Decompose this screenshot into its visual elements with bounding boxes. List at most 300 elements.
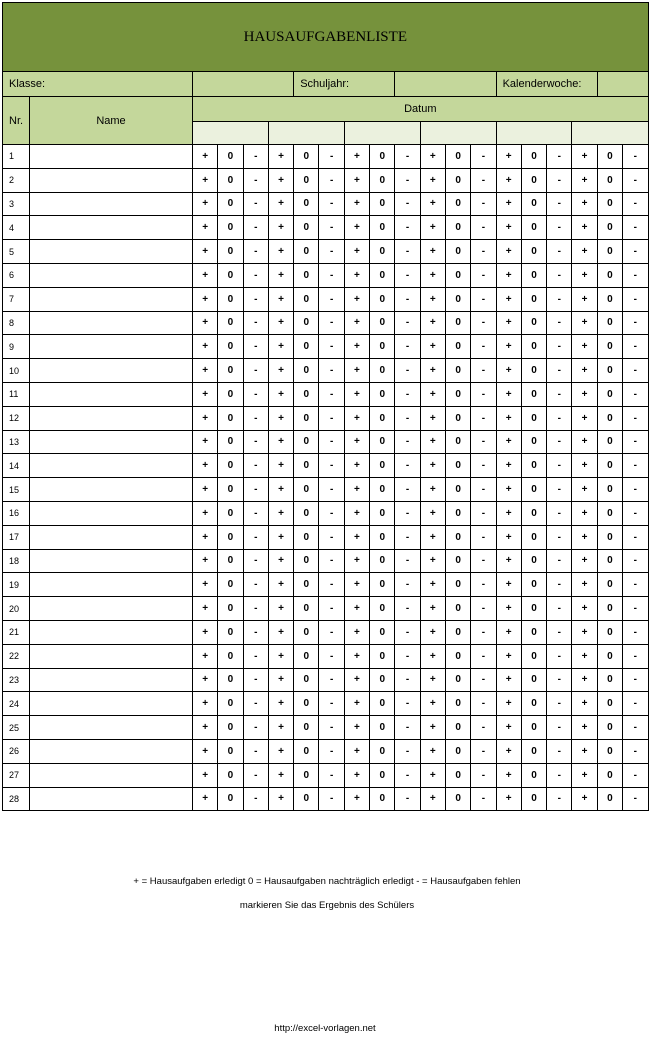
mark-cell[interactable]: - xyxy=(623,216,649,240)
mark-cell[interactable]: 0 xyxy=(370,525,395,549)
mark-cell[interactable]: + xyxy=(572,620,597,644)
mark-cell[interactable]: + xyxy=(572,692,597,716)
klasse-field[interactable] xyxy=(193,72,294,97)
student-name-field[interactable] xyxy=(30,525,193,549)
mark-cell[interactable]: 0 xyxy=(218,359,243,383)
mark-cell[interactable]: - xyxy=(623,478,649,502)
mark-cell[interactable]: - xyxy=(243,668,268,692)
mark-cell[interactable]: + xyxy=(572,549,597,573)
mark-cell[interactable]: + xyxy=(496,739,521,763)
mark-cell[interactable]: 0 xyxy=(370,549,395,573)
mark-cell[interactable]: 0 xyxy=(370,216,395,240)
mark-cell[interactable]: - xyxy=(243,382,268,406)
mark-cell[interactable]: 0 xyxy=(370,311,395,335)
mark-cell[interactable]: + xyxy=(496,787,521,811)
student-name-field[interactable] xyxy=(30,787,193,811)
mark-cell[interactable]: 0 xyxy=(218,549,243,573)
student-name-field[interactable] xyxy=(30,145,193,169)
mark-cell[interactable]: + xyxy=(496,644,521,668)
mark-cell[interactable]: - xyxy=(243,525,268,549)
mark-cell[interactable]: 0 xyxy=(445,739,470,763)
mark-cell[interactable]: 0 xyxy=(218,192,243,216)
mark-cell[interactable]: 0 xyxy=(597,192,622,216)
mark-cell[interactable]: + xyxy=(420,525,445,549)
mark-cell[interactable]: 0 xyxy=(445,145,470,169)
mark-cell[interactable]: + xyxy=(344,692,369,716)
mark-cell[interactable]: - xyxy=(623,287,649,311)
student-name-field[interactable] xyxy=(30,739,193,763)
mark-cell[interactable]: + xyxy=(268,145,293,169)
mark-cell[interactable]: 0 xyxy=(294,763,319,787)
mark-cell[interactable]: 0 xyxy=(597,597,622,621)
mark-cell[interactable]: - xyxy=(395,597,420,621)
mark-cell[interactable]: + xyxy=(420,763,445,787)
student-name-field[interactable] xyxy=(30,501,193,525)
mark-cell[interactable]: + xyxy=(268,359,293,383)
mark-cell[interactable]: - xyxy=(243,335,268,359)
mark-cell[interactable]: - xyxy=(319,716,344,740)
mark-cell[interactable]: - xyxy=(319,406,344,430)
mark-cell[interactable]: 0 xyxy=(521,597,546,621)
mark-cell[interactable]: + xyxy=(420,335,445,359)
mark-cell[interactable]: - xyxy=(395,549,420,573)
mark-cell[interactable]: + xyxy=(420,549,445,573)
mark-cell[interactable]: 0 xyxy=(218,573,243,597)
mark-cell[interactable]: + xyxy=(268,216,293,240)
mark-cell[interactable]: 0 xyxy=(218,145,243,169)
mark-cell[interactable]: 0 xyxy=(218,525,243,549)
mark-cell[interactable]: 0 xyxy=(370,573,395,597)
mark-cell[interactable]: 0 xyxy=(597,739,622,763)
mark-cell[interactable]: - xyxy=(547,287,572,311)
mark-cell[interactable]: - xyxy=(623,382,649,406)
mark-cell[interactable]: - xyxy=(623,240,649,264)
mark-cell[interactable]: + xyxy=(268,454,293,478)
mark-cell[interactable]: + xyxy=(496,525,521,549)
mark-cell[interactable]: + xyxy=(496,620,521,644)
mark-cell[interactable]: - xyxy=(471,501,496,525)
mark-cell[interactable]: 0 xyxy=(597,430,622,454)
mark-cell[interactable]: + xyxy=(420,478,445,502)
mark-cell[interactable]: + xyxy=(496,668,521,692)
mark-cell[interactable]: 0 xyxy=(597,478,622,502)
mark-cell[interactable]: + xyxy=(420,668,445,692)
mark-cell[interactable]: 0 xyxy=(370,359,395,383)
mark-cell[interactable]: 0 xyxy=(218,597,243,621)
mark-cell[interactable]: 0 xyxy=(294,787,319,811)
date-field-4[interactable] xyxy=(420,122,496,145)
mark-cell[interactable]: 0 xyxy=(521,620,546,644)
mark-cell[interactable]: - xyxy=(547,216,572,240)
mark-cell[interactable]: 0 xyxy=(370,478,395,502)
mark-cell[interactable]: - xyxy=(471,716,496,740)
mark-cell[interactable]: - xyxy=(243,311,268,335)
mark-cell[interactable]: - xyxy=(395,739,420,763)
mark-cell[interactable]: + xyxy=(344,478,369,502)
mark-cell[interactable]: - xyxy=(471,573,496,597)
mark-cell[interactable]: 0 xyxy=(521,192,546,216)
mark-cell[interactable]: 0 xyxy=(294,168,319,192)
mark-cell[interactable]: 0 xyxy=(218,668,243,692)
mark-cell[interactable]: + xyxy=(193,192,218,216)
mark-cell[interactable]: + xyxy=(496,763,521,787)
mark-cell[interactable]: - xyxy=(243,692,268,716)
mark-cell[interactable]: 0 xyxy=(218,287,243,311)
mark-cell[interactable]: - xyxy=(395,192,420,216)
mark-cell[interactable]: + xyxy=(268,263,293,287)
mark-cell[interactable]: - xyxy=(395,525,420,549)
mark-cell[interactable]: 0 xyxy=(445,168,470,192)
student-name-field[interactable] xyxy=(30,549,193,573)
mark-cell[interactable]: + xyxy=(572,311,597,335)
student-name-field[interactable] xyxy=(30,311,193,335)
mark-cell[interactable]: - xyxy=(243,620,268,644)
mark-cell[interactable]: + xyxy=(344,240,369,264)
mark-cell[interactable]: - xyxy=(395,716,420,740)
mark-cell[interactable]: + xyxy=(420,739,445,763)
mark-cell[interactable]: + xyxy=(193,216,218,240)
mark-cell[interactable]: 0 xyxy=(294,739,319,763)
student-name-field[interactable] xyxy=(30,192,193,216)
mark-cell[interactable]: 0 xyxy=(521,430,546,454)
mark-cell[interactable]: - xyxy=(471,287,496,311)
mark-cell[interactable]: + xyxy=(344,787,369,811)
mark-cell[interactable]: + xyxy=(572,287,597,311)
mark-cell[interactable]: + xyxy=(268,739,293,763)
mark-cell[interactable]: - xyxy=(243,739,268,763)
mark-cell[interactable]: 0 xyxy=(370,263,395,287)
mark-cell[interactable]: + xyxy=(344,739,369,763)
mark-cell[interactable]: + xyxy=(344,644,369,668)
mark-cell[interactable]: 0 xyxy=(445,668,470,692)
mark-cell[interactable]: + xyxy=(572,668,597,692)
mark-cell[interactable]: + xyxy=(193,478,218,502)
mark-cell[interactable]: - xyxy=(623,597,649,621)
mark-cell[interactable]: 0 xyxy=(294,668,319,692)
mark-cell[interactable]: + xyxy=(193,406,218,430)
mark-cell[interactable]: + xyxy=(420,311,445,335)
mark-cell[interactable]: 0 xyxy=(294,192,319,216)
mark-cell[interactable]: - xyxy=(547,240,572,264)
mark-cell[interactable]: 0 xyxy=(294,692,319,716)
mark-cell[interactable]: 0 xyxy=(597,549,622,573)
mark-cell[interactable]: + xyxy=(268,311,293,335)
mark-cell[interactable]: - xyxy=(471,454,496,478)
mark-cell[interactable]: + xyxy=(193,716,218,740)
date-field-6[interactable] xyxy=(572,122,648,145)
mark-cell[interactable]: + xyxy=(496,501,521,525)
mark-cell[interactable]: + xyxy=(193,359,218,383)
mark-cell[interactable]: + xyxy=(268,620,293,644)
mark-cell[interactable]: + xyxy=(193,549,218,573)
mark-cell[interactable]: 0 xyxy=(521,240,546,264)
mark-cell[interactable]: - xyxy=(395,406,420,430)
mark-cell[interactable]: + xyxy=(193,573,218,597)
mark-cell[interactable]: - xyxy=(319,430,344,454)
mark-cell[interactable]: - xyxy=(547,168,572,192)
mark-cell[interactable]: 0 xyxy=(218,454,243,478)
mark-cell[interactable]: + xyxy=(496,597,521,621)
mark-cell[interactable]: - xyxy=(623,335,649,359)
mark-cell[interactable]: + xyxy=(344,216,369,240)
mark-cell[interactable]: + xyxy=(193,263,218,287)
mark-cell[interactable]: 0 xyxy=(218,787,243,811)
mark-cell[interactable]: - xyxy=(471,787,496,811)
mark-cell[interactable]: + xyxy=(572,739,597,763)
mark-cell[interactable]: 0 xyxy=(370,692,395,716)
mark-cell[interactable]: - xyxy=(319,620,344,644)
mark-cell[interactable]: - xyxy=(395,620,420,644)
mark-cell[interactable]: - xyxy=(547,692,572,716)
mark-cell[interactable]: 0 xyxy=(218,644,243,668)
mark-cell[interactable]: - xyxy=(623,501,649,525)
mark-cell[interactable]: 0 xyxy=(597,454,622,478)
mark-cell[interactable]: - xyxy=(623,692,649,716)
mark-cell[interactable]: - xyxy=(547,597,572,621)
mark-cell[interactable]: + xyxy=(496,692,521,716)
mark-cell[interactable]: 0 xyxy=(218,763,243,787)
mark-cell[interactable]: - xyxy=(243,478,268,502)
mark-cell[interactable]: 0 xyxy=(294,359,319,383)
mark-cell[interactable]: 0 xyxy=(521,454,546,478)
mark-cell[interactable]: 0 xyxy=(597,668,622,692)
student-name-field[interactable] xyxy=(30,430,193,454)
mark-cell[interactable]: - xyxy=(547,668,572,692)
mark-cell[interactable]: - xyxy=(319,359,344,383)
mark-cell[interactable]: - xyxy=(243,192,268,216)
mark-cell[interactable]: - xyxy=(319,382,344,406)
mark-cell[interactable]: - xyxy=(547,192,572,216)
mark-cell[interactable]: - xyxy=(395,145,420,169)
mark-cell[interactable]: - xyxy=(395,216,420,240)
mark-cell[interactable]: 0 xyxy=(597,573,622,597)
mark-cell[interactable]: 0 xyxy=(521,263,546,287)
mark-cell[interactable]: + xyxy=(496,359,521,383)
student-name-field[interactable] xyxy=(30,668,193,692)
mark-cell[interactable]: - xyxy=(243,168,268,192)
mark-cell[interactable]: 0 xyxy=(218,620,243,644)
student-name-field[interactable] xyxy=(30,335,193,359)
student-name-field[interactable] xyxy=(30,382,193,406)
mark-cell[interactable]: + xyxy=(344,311,369,335)
mark-cell[interactable]: 0 xyxy=(294,382,319,406)
mark-cell[interactable]: + xyxy=(572,240,597,264)
mark-cell[interactable]: + xyxy=(572,168,597,192)
mark-cell[interactable]: + xyxy=(420,216,445,240)
mark-cell[interactable]: 0 xyxy=(445,430,470,454)
mark-cell[interactable]: 0 xyxy=(597,311,622,335)
mark-cell[interactable]: + xyxy=(268,168,293,192)
mark-cell[interactable]: - xyxy=(319,192,344,216)
mark-cell[interactable]: - xyxy=(547,454,572,478)
mark-cell[interactable]: - xyxy=(547,311,572,335)
mark-cell[interactable]: - xyxy=(547,359,572,383)
mark-cell[interactable]: - xyxy=(471,478,496,502)
mark-cell[interactable]: + xyxy=(344,716,369,740)
mark-cell[interactable]: + xyxy=(344,763,369,787)
mark-cell[interactable]: - xyxy=(395,692,420,716)
mark-cell[interactable]: + xyxy=(496,263,521,287)
mark-cell[interactable]: + xyxy=(268,644,293,668)
mark-cell[interactable]: - xyxy=(623,549,649,573)
mark-cell[interactable]: - xyxy=(471,597,496,621)
mark-cell[interactable]: 0 xyxy=(445,787,470,811)
mark-cell[interactable]: 0 xyxy=(597,145,622,169)
mark-cell[interactable]: 0 xyxy=(294,501,319,525)
mark-cell[interactable]: - xyxy=(395,311,420,335)
student-name-field[interactable] xyxy=(30,478,193,502)
mark-cell[interactable]: + xyxy=(420,597,445,621)
mark-cell[interactable]: + xyxy=(572,406,597,430)
mark-cell[interactable]: 0 xyxy=(521,573,546,597)
mark-cell[interactable]: + xyxy=(496,311,521,335)
mark-cell[interactable]: 0 xyxy=(294,597,319,621)
mark-cell[interactable]: + xyxy=(420,192,445,216)
mark-cell[interactable]: 0 xyxy=(370,597,395,621)
mark-cell[interactable]: + xyxy=(572,192,597,216)
mark-cell[interactable]: + xyxy=(420,145,445,169)
mark-cell[interactable]: + xyxy=(496,287,521,311)
mark-cell[interactable]: + xyxy=(496,454,521,478)
mark-cell[interactable]: + xyxy=(420,359,445,383)
mark-cell[interactable]: 0 xyxy=(370,763,395,787)
mark-cell[interactable]: - xyxy=(623,573,649,597)
mark-cell[interactable]: 0 xyxy=(445,335,470,359)
mark-cell[interactable]: + xyxy=(572,216,597,240)
mark-cell[interactable]: 0 xyxy=(521,478,546,502)
mark-cell[interactable]: 0 xyxy=(218,335,243,359)
mark-cell[interactable]: - xyxy=(319,216,344,240)
mark-cell[interactable]: - xyxy=(319,573,344,597)
mark-cell[interactable]: - xyxy=(243,597,268,621)
mark-cell[interactable]: + xyxy=(268,382,293,406)
student-name-field[interactable] xyxy=(30,240,193,264)
mark-cell[interactable]: 0 xyxy=(597,287,622,311)
mark-cell[interactable]: - xyxy=(395,787,420,811)
date-field-2[interactable] xyxy=(268,122,344,145)
mark-cell[interactable]: + xyxy=(572,263,597,287)
mark-cell[interactable]: + xyxy=(344,263,369,287)
mark-cell[interactable]: 0 xyxy=(218,692,243,716)
mark-cell[interactable]: + xyxy=(496,216,521,240)
mark-cell[interactable]: - xyxy=(243,406,268,430)
mark-cell[interactable]: 0 xyxy=(445,763,470,787)
mark-cell[interactable]: - xyxy=(395,382,420,406)
mark-cell[interactable]: - xyxy=(471,430,496,454)
mark-cell[interactable]: 0 xyxy=(218,739,243,763)
mark-cell[interactable]: - xyxy=(471,168,496,192)
mark-cell[interactable]: 0 xyxy=(521,739,546,763)
mark-cell[interactable]: 0 xyxy=(597,382,622,406)
mark-cell[interactable]: 0 xyxy=(218,478,243,502)
mark-cell[interactable]: - xyxy=(623,620,649,644)
mark-cell[interactable]: + xyxy=(344,620,369,644)
mark-cell[interactable]: 0 xyxy=(370,145,395,169)
mark-cell[interactable]: 0 xyxy=(218,216,243,240)
mark-cell[interactable]: - xyxy=(623,644,649,668)
schuljahr-field[interactable] xyxy=(395,72,496,97)
mark-cell[interactable]: + xyxy=(268,573,293,597)
mark-cell[interactable]: + xyxy=(344,335,369,359)
mark-cell[interactable]: + xyxy=(193,430,218,454)
mark-cell[interactable]: + xyxy=(496,406,521,430)
mark-cell[interactable]: - xyxy=(623,192,649,216)
mark-cell[interactable]: - xyxy=(319,311,344,335)
mark-cell[interactable]: + xyxy=(268,478,293,502)
mark-cell[interactable]: + xyxy=(193,382,218,406)
mark-cell[interactable]: - xyxy=(243,573,268,597)
mark-cell[interactable]: + xyxy=(496,573,521,597)
mark-cell[interactable]: - xyxy=(623,406,649,430)
mark-cell[interactable]: 0 xyxy=(521,359,546,383)
mark-cell[interactable]: + xyxy=(268,430,293,454)
mark-cell[interactable]: 0 xyxy=(370,501,395,525)
mark-cell[interactable]: + xyxy=(496,430,521,454)
mark-cell[interactable]: - xyxy=(471,739,496,763)
mark-cell[interactable]: - xyxy=(243,549,268,573)
mark-cell[interactable]: 0 xyxy=(521,668,546,692)
mark-cell[interactable]: 0 xyxy=(445,597,470,621)
mark-cell[interactable]: 0 xyxy=(218,311,243,335)
mark-cell[interactable]: + xyxy=(572,763,597,787)
mark-cell[interactable]: + xyxy=(420,406,445,430)
mark-cell[interactable]: - xyxy=(319,692,344,716)
student-name-field[interactable] xyxy=(30,573,193,597)
mark-cell[interactable]: 0 xyxy=(294,145,319,169)
mark-cell[interactable]: 0 xyxy=(294,263,319,287)
mark-cell[interactable]: + xyxy=(572,716,597,740)
mark-cell[interactable]: 0 xyxy=(445,716,470,740)
mark-cell[interactable]: + xyxy=(193,454,218,478)
student-name-field[interactable] xyxy=(30,763,193,787)
footer-link[interactable]: http://excel-vorlagen.net xyxy=(274,1023,376,1034)
mark-cell[interactable]: + xyxy=(344,287,369,311)
mark-cell[interactable]: 0 xyxy=(218,430,243,454)
mark-cell[interactable]: 0 xyxy=(294,573,319,597)
mark-cell[interactable]: - xyxy=(547,525,572,549)
mark-cell[interactable]: 0 xyxy=(370,620,395,644)
mark-cell[interactable]: + xyxy=(344,406,369,430)
mark-cell[interactable]: 0 xyxy=(294,335,319,359)
mark-cell[interactable]: - xyxy=(243,145,268,169)
mark-cell[interactable]: - xyxy=(547,763,572,787)
mark-cell[interactable]: - xyxy=(395,573,420,597)
mark-cell[interactable]: + xyxy=(496,478,521,502)
mark-cell[interactable]: + xyxy=(268,597,293,621)
mark-cell[interactable]: - xyxy=(471,692,496,716)
mark-cell[interactable]: + xyxy=(420,263,445,287)
mark-cell[interactable]: + xyxy=(268,406,293,430)
mark-cell[interactable]: - xyxy=(243,359,268,383)
mark-cell[interactable]: + xyxy=(496,192,521,216)
mark-cell[interactable]: - xyxy=(471,263,496,287)
mark-cell[interactable]: - xyxy=(395,287,420,311)
mark-cell[interactable]: 0 xyxy=(294,525,319,549)
mark-cell[interactable]: + xyxy=(268,240,293,264)
mark-cell[interactable]: 0 xyxy=(597,763,622,787)
mark-cell[interactable]: 0 xyxy=(370,168,395,192)
mark-cell[interactable]: - xyxy=(243,216,268,240)
mark-cell[interactable]: + xyxy=(268,501,293,525)
mark-cell[interactable]: + xyxy=(344,454,369,478)
mark-cell[interactable]: + xyxy=(420,787,445,811)
mark-cell[interactable]: + xyxy=(268,192,293,216)
mark-cell[interactable]: + xyxy=(344,168,369,192)
mark-cell[interactable]: - xyxy=(547,501,572,525)
mark-cell[interactable]: - xyxy=(623,525,649,549)
mark-cell[interactable]: - xyxy=(395,644,420,668)
mark-cell[interactable]: - xyxy=(623,168,649,192)
